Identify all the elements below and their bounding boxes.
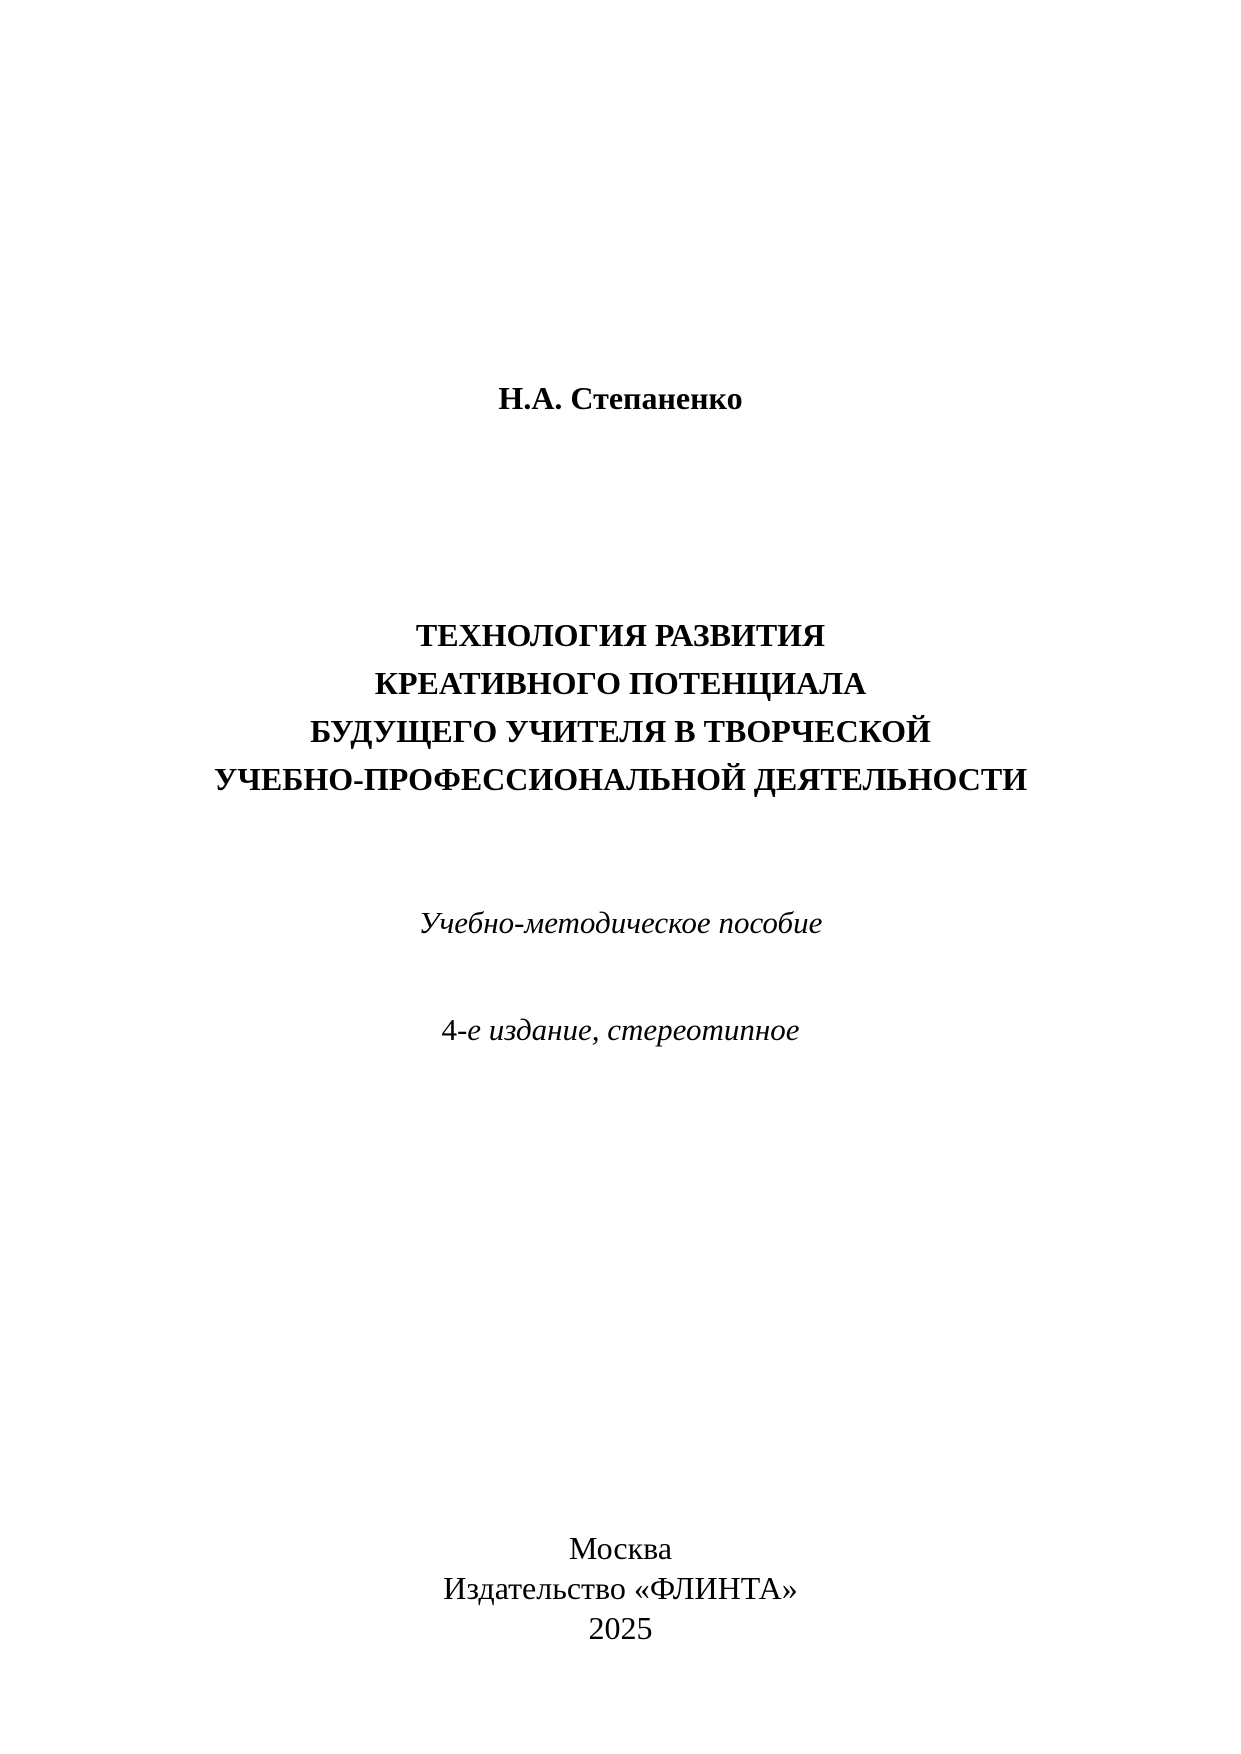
author-name: Н.А. Степаненко (498, 380, 743, 416)
imprint (0, 1528, 1241, 1648)
edition-number: 4- (441, 1012, 468, 1047)
title-line: ТЕХНОЛОГИЯ РАЗВИТИЯ (415, 617, 826, 653)
title-line: УЧЕБНО-ПРОФЕССИОНАЛЬНОЙ ДЕЯТЕЛЬНОСТИ (213, 761, 1028, 797)
title-line: КРЕАТИВНОГО ПОТЕНЦИАЛА (374, 665, 867, 701)
book-subtitle: Учебно-методическое пособие (418, 905, 823, 940)
edition-text: е издание, стереотипное (467, 1012, 800, 1047)
title-line: БУДУЩЕГО УЧИТЕЛЯ В ТВОРЧЕСКОЙ (310, 713, 931, 749)
imprint-city: Москва (568, 1530, 673, 1566)
imprint-year: 2025 (588, 1610, 653, 1646)
imprint-publisher: Издательство «ФЛИНТА» (443, 1570, 798, 1606)
edition-note (0, 1010, 1241, 1050)
book-title (0, 611, 1241, 803)
